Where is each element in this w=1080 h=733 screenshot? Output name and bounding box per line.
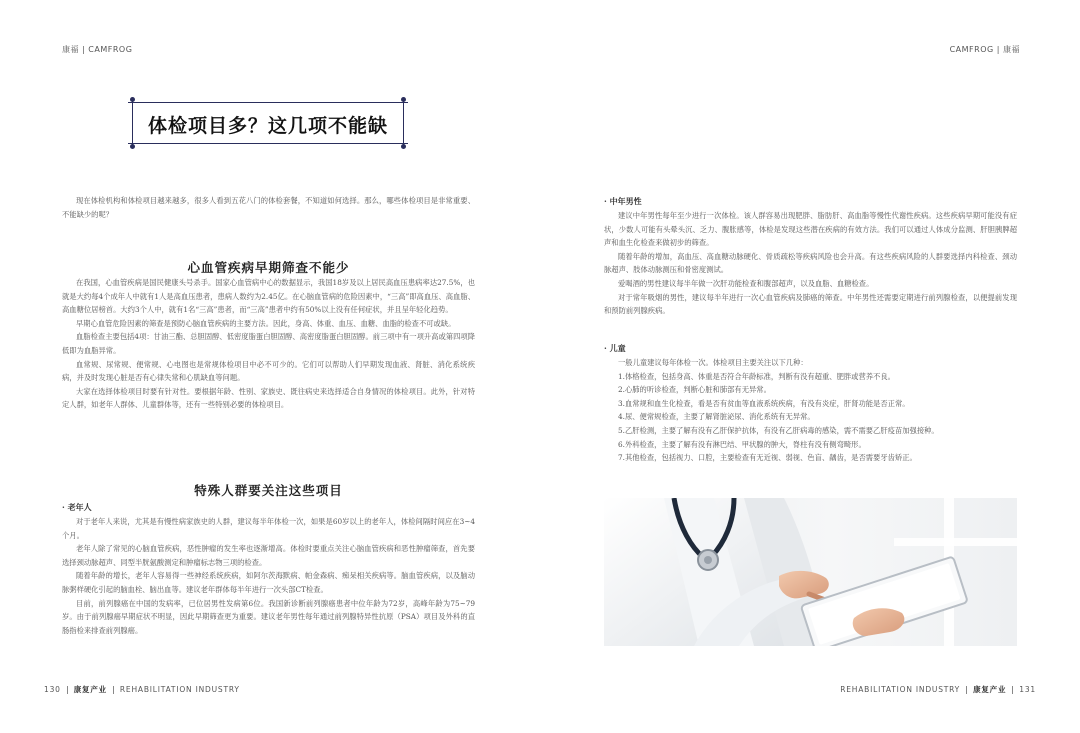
footer-left-page-number: 130 bbox=[44, 685, 61, 694]
children-item: 1.体格检查，包括身高、体重是否符合年龄标准，判断有没有超重、肥胖或营养不良。 bbox=[618, 371, 895, 381]
footer-separator bbox=[1012, 686, 1013, 694]
header-left bbox=[62, 44, 132, 55]
frame-corner-dot bbox=[130, 144, 135, 149]
elderly-body bbox=[62, 515, 475, 637]
children-item: 4.尿、便常规检查，主要了解肾脏泌尿、消化系统有无异常。 bbox=[618, 412, 815, 422]
footer-right bbox=[840, 684, 1036, 695]
frame-corner-dot bbox=[401, 144, 406, 149]
elderly-paragraph: 老年人除了常见的心脑血管疾病，恶性肿瘤的发生率也逐渐增高。体检时要重点关注心脑血管疾病和恶性肿瘤筛查，首先要选择颈动脉超声、同型半胱氨酸测定和肿瘤标志物三项的检查。 bbox=[62, 544, 475, 567]
middle-aged-men-label: · 中年男性 bbox=[604, 196, 642, 206]
section1-paragraph: 在我国，心血管疾病是国民健康头号杀手。国家心血管病中心的数据显示，我国18岁及以上居民高血压患病率达27.5%，也就是大约每4个成年人中就有1人是高血压患者，患病人数约为2.45亿。在心脑血管病的危险因素中，“三高”即高血压、高血脂、高血糖位居榜首。大约3个人中，就有1名“三高”患者，而“三高”患者中约有50%以上没有任何症状，并且呈年轻化趋势。 bbox=[62, 278, 475, 315]
men-paragraph: 爱喝酒的男性建议每半年做一次肝功能检查和腹部超声，以及血脂、血糖检查。 bbox=[618, 278, 874, 288]
section1-paragraph: 血常规、尿常规、便常规、心电图也是常规体检项目中必不可少的。它们可以帮助人们早期发现血液、肾脏、消化系统疾病，并及时发现心脏是否有心律失常和心肌缺血等问题。 bbox=[62, 359, 475, 383]
elderly-paragraph: 对于老年人来说，尤其是有慢性病家族史的人群，建议每半年体检一次，如果是60岁以上的老年人，体检间隔时间应在3~4个月。 bbox=[62, 517, 475, 540]
frame-corner-dot bbox=[401, 97, 406, 102]
frame-corner-dot bbox=[130, 97, 135, 102]
children-item: 7.其他检查，包括视力、口腔，主要检查有无近视、弱视、色盲、龋齿，是否需要牙齿矫正。 bbox=[618, 453, 917, 463]
title-frame-top-rule bbox=[128, 102, 408, 103]
elderly-paragraph: 随着年龄的增长，老年人容易得一些神经系统疾病，如阿尔茨海默病、帕金森病、痴呆相关疾病等。脑血管疾病，以及脑动脉粥样硬化引起的脑血栓、脑出血等。建议老年群体每半年进行一次头部CT检查。 bbox=[62, 571, 475, 594]
section1-paragraph: 血脂检查主要包括4项：甘油三酯、总胆固醇、低密度脂蛋白胆固醇、高密度脂蛋白胆固醇。前三项中有一项升高或第四项降低即为血脂异常。 bbox=[62, 332, 475, 355]
footer-right-en: REHABILITATION INDUSTRY bbox=[840, 685, 961, 694]
header-right bbox=[950, 44, 1020, 55]
doctor-tablet-illustration bbox=[604, 498, 1017, 646]
footer-separator bbox=[966, 686, 967, 694]
title-frame bbox=[128, 102, 408, 144]
intro-paragraph: 现在体检机构和体检项目越来越多，很多人看到五花八门的体检套餐，不知道如何选择。那么，哪些体检项目是非常重要、不能缺少的呢？ bbox=[62, 196, 475, 219]
children-body bbox=[604, 356, 1017, 465]
footer-left-cn: 康复产业 bbox=[73, 685, 107, 694]
elderly-paragraph: 目前，前列腺癌在中国的发病率，已位居男性发病第6位。我国新诊断前列腺癌患者中位年龄为72岁，高峰年龄为75~79岁。由于前列腺癌早期症状不明显，因此早期筛查更为重要。建议老年男性每年通过前列腺特异性抗原（PSA）项目及外科的直肠指检来排查前列腺癌。 bbox=[62, 598, 475, 635]
header-left-cn: 康福 bbox=[62, 45, 79, 54]
children-intro: 一般儿童建议每年体检一次。体检项目主要关注以下几种： bbox=[618, 358, 808, 367]
header-left-en: CAMFROG bbox=[88, 45, 133, 54]
children-item: 6.外科检查，主要了解有没有淋巴结、甲状腺的肿大，脊柱有没有侧弯畸形。 bbox=[618, 439, 866, 449]
elderly-label: · 老年人 bbox=[62, 502, 92, 512]
footer-separator bbox=[67, 686, 68, 694]
header-left-sep: | bbox=[82, 45, 86, 54]
footer-right-cn: 康复产业 bbox=[973, 685, 1007, 694]
footer-right-page-number: 131 bbox=[1019, 685, 1036, 694]
children-item: 3.血常规和血生化检查，看是否有贫血等血液系统疾病，有没有炎症，肝肾功能是否正常。 bbox=[618, 398, 910, 408]
section1-body bbox=[62, 276, 475, 412]
men-paragraph: 对于常年吸烟的男性，建议每半年进行一次心血管疾病及肺癌的筛查。中年男性还需要定期进行前列腺检查，以便提前发现和预防前列腺疾病。 bbox=[604, 292, 1017, 316]
middle-aged-men-body bbox=[604, 209, 1017, 318]
section1-paragraph: 大家在选择体检项目时要有针对性。要根据年龄、性别、家族史、既往病史来选择适合自身情况的体检项目。此外，针对特定人群，如老年人群体、儿童群体等，还有一些特别必要的体检项目。 bbox=[62, 386, 475, 410]
children-label: · 儿童 bbox=[604, 343, 626, 353]
children-item: 5.乙肝检测，主要了解有没有乙肝保护抗体，有没有乙肝病毒的感染，需不需要乙肝疫苗加强接种。 bbox=[618, 425, 939, 435]
footer-left bbox=[44, 684, 240, 695]
header-right-cn: 康福 bbox=[1003, 45, 1020, 54]
header-right-sep: | bbox=[996, 45, 1000, 54]
men-paragraph: 建议中年男性每年至少进行一次体检。该人群容易出现肥胖、脂肪肝、高血脂等慢性代谢性疾病。这些疾病早期可能没有症状，少数人可能有头晕头沉、乏力、腹胀感等，体检是发现这些潜在疾病的有效方法。我们可以通过人体成分监测、肝胆胰脾超声和血生化检查来做初步的筛查。 bbox=[604, 211, 1017, 248]
children-item: 2.心肺的听诊检查，判断心脏和肺部有无异常。 bbox=[618, 385, 771, 395]
men-paragraph: 随着年龄的增加，高血压、高血糖动脉硬化、骨质疏松等疾病风险也会升高。有这些疾病风险的人群要选择内科检查、颈动脉超声、肢体动脉测压和骨密度测试。 bbox=[604, 251, 1017, 275]
section2-heading: 特殊人群要关注这些项目 bbox=[194, 483, 343, 498]
title-frame-bottom-rule bbox=[128, 143, 408, 144]
section1-paragraph: 早期心血管危险因素的筛查是预防心脑血管疾病的主要方法。因此，身高、体重、血压、血糖、血脂的检查不可或缺。 bbox=[76, 318, 456, 328]
article-title: 体检项目多？这几项不能缺 bbox=[147, 115, 388, 137]
header-right-en: CAMFROG bbox=[949, 45, 994, 54]
footer-separator bbox=[113, 686, 114, 694]
section1-heading: 心血管疾病早期筛查不能少 bbox=[187, 260, 350, 275]
footer-left-en: REHABILITATION INDUSTRY bbox=[119, 685, 240, 694]
doctor-tablet-photo bbox=[604, 498, 1017, 646]
